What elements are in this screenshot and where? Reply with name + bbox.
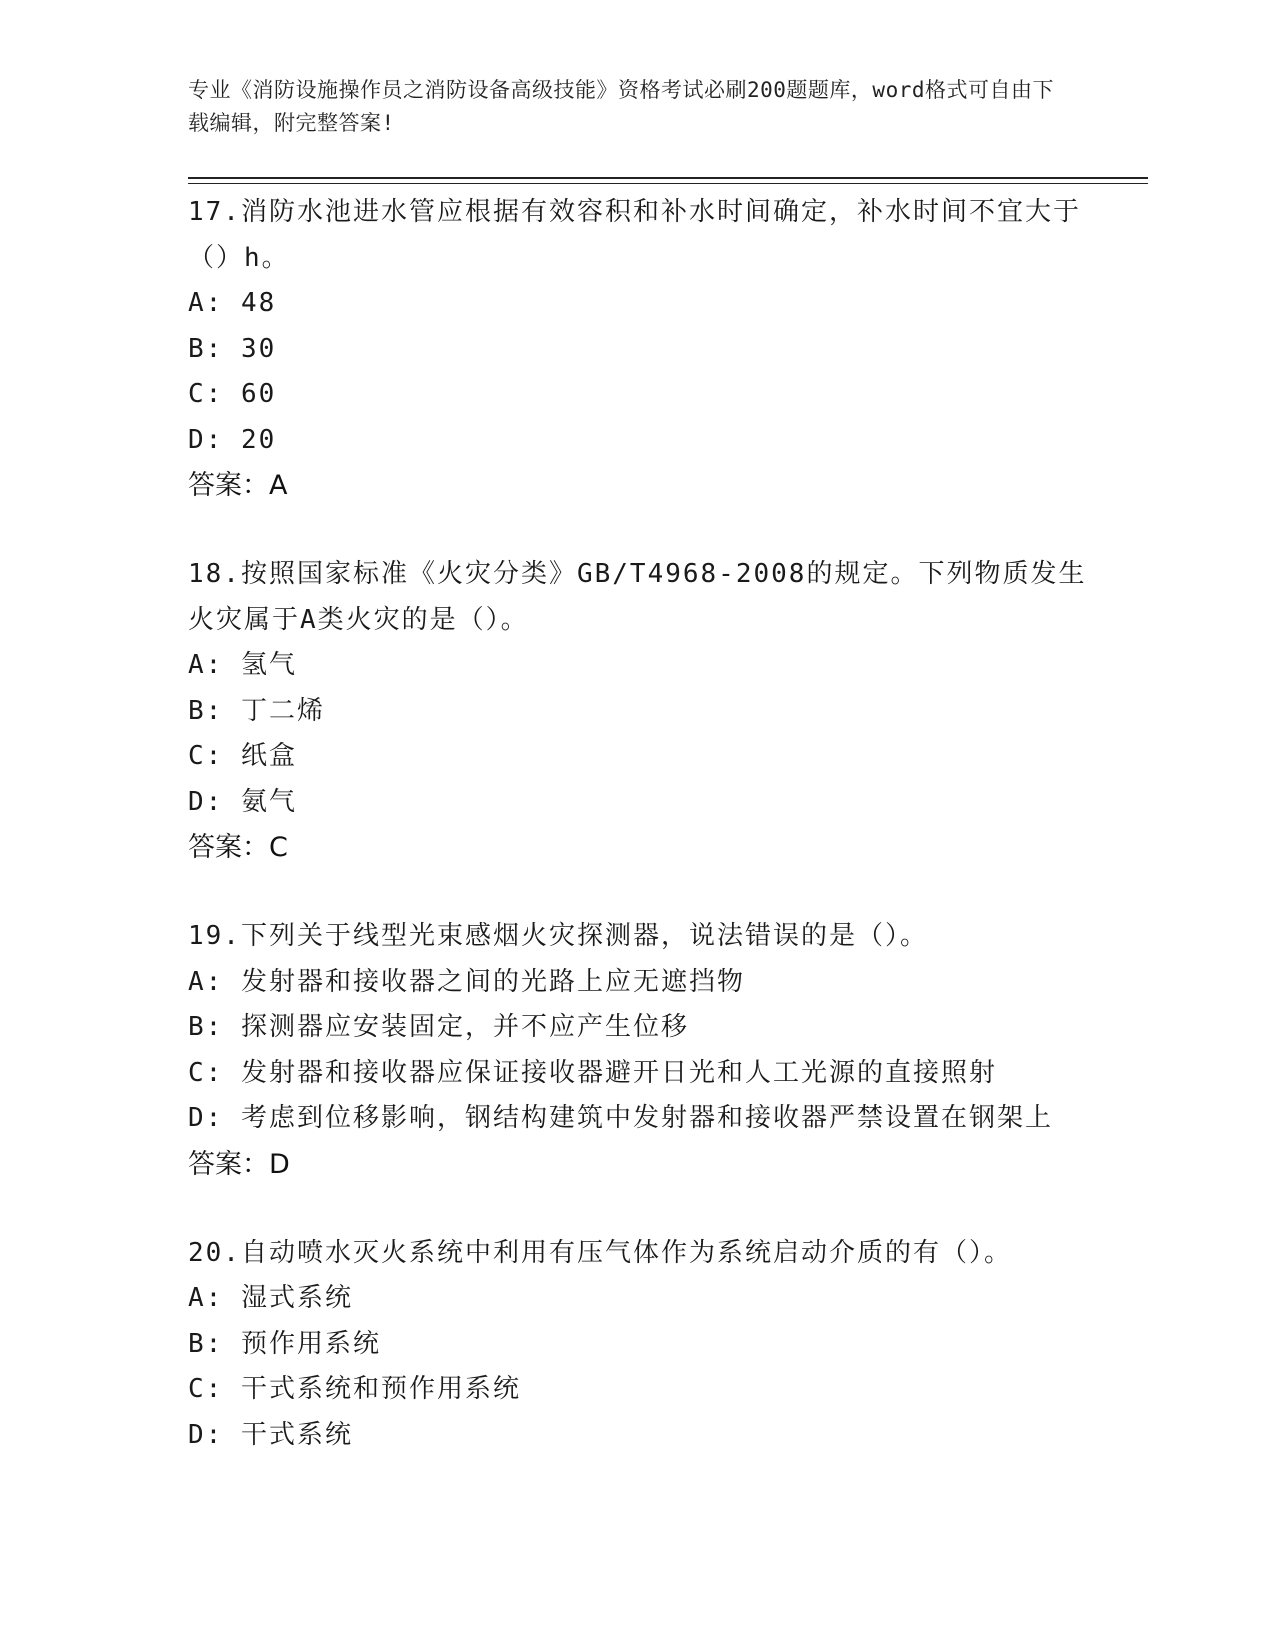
option-c: C: 发射器和接收器应保证接收器避开日光和人工光源的直接照射: [188, 1057, 997, 1088]
question-stem: 19.下列关于线型光束感烟火灾探测器，说法错误的是（）。: [188, 921, 928, 951]
option-d: D: 20: [188, 424, 277, 455]
question-19: [188, 914, 1088, 1187]
question-20: [188, 1231, 1088, 1459]
option-c: C: 60: [188, 379, 277, 409]
header-divider-thin: [188, 183, 1148, 184]
question-stem: 20.自动喷水灭火系统中利用有压气体作为系统启动介质的有（）。: [188, 1237, 1012, 1268]
question-list: [188, 190, 1088, 1502]
option-a: A: 发射器和接收器之间的光路上应无遮挡物: [188, 966, 745, 997]
question-stem: 18.按照国家标准《火灾分类》GB/T4968-2008的规定。下列物质发生火灾属于A类火灾的是（）。: [188, 559, 1087, 635]
option-d: D: 考虑到位移影响，钢结构建筑中发射器和接收器严禁设置在钢架上: [188, 1103, 1053, 1133]
question-17: [188, 190, 1088, 508]
option-b: B: 30: [188, 333, 277, 364]
option-c: C: 纸盒: [188, 741, 297, 771]
question-stem: 17.消防水池进水管应根据有效容积和补水时间确定，补水时间不宜大于（）h。: [188, 197, 1081, 273]
document-header: 专业《消防设施操作员之消防设备高级技能》资格考试必刷200题题库，word格式可自由下载编辑，附完整答案!: [188, 78, 1054, 135]
option-a: A: 48: [188, 288, 277, 318]
option-b: B: 丁二烯: [188, 695, 325, 726]
option-a: A: 湿式系统: [188, 1283, 353, 1313]
option-b: B: 探测器应安装固定，并不应产生位移: [188, 1012, 689, 1042]
option-b: B: 预作用系统: [188, 1328, 381, 1359]
answer-line: 答案：C: [188, 832, 288, 863]
option-c: C: 干式系统和预作用系统: [188, 1374, 521, 1404]
question-18: [188, 552, 1088, 870]
answer-line: 答案：D: [188, 1148, 290, 1180]
header-divider-thick: [188, 177, 1148, 179]
option-d: D: 氨气: [188, 786, 297, 817]
option-d: D: 干式系统: [188, 1419, 353, 1450]
option-a: A: 氢气: [188, 650, 297, 680]
answer-line: 答案：A: [188, 470, 288, 501]
